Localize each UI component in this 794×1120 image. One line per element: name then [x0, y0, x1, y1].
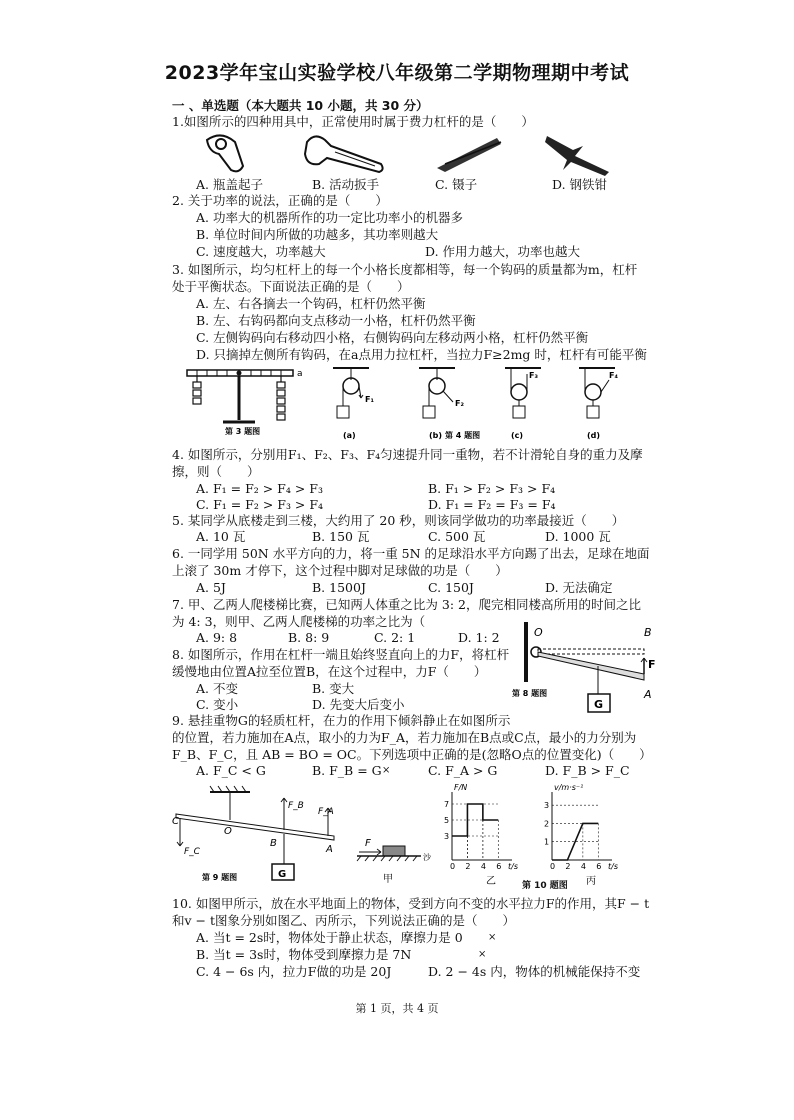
x-tick-label: 2: [465, 862, 471, 871]
fig10-side-note: 沙: [423, 853, 431, 862]
q10-stem-line1: 10. 如图甲所示，放在水平地面上的物体，受到方向不变的水平拉力F的作用，其F − t: [172, 896, 650, 911]
section-heading: 一 、单选题（本大题共 10 小题，共 30 分）: [172, 98, 429, 113]
q3-stem-line2: 处于平衡状态。下面说法正确的是（ ）: [172, 279, 410, 294]
svg-text:O: O: [534, 626, 543, 639]
q9-b-cross-mark: ×: [382, 765, 391, 776]
y-axis-label: v/m·s⁻¹: [554, 783, 584, 792]
pulley-b: [419, 368, 480, 440]
x-axis-label: t/s: [608, 862, 618, 871]
q9-stem-line3: F_B、F_C，且 AB = BO = OC。下列选项中正确的是(忽略O点的位置变化)（ ）: [172, 747, 652, 762]
q1-stem: 1.如图所示的四种用具中，正常使用时属于费力杠杆的是（ ）: [172, 114, 534, 129]
svg-text:B: B: [270, 838, 277, 849]
svg-text:F₂: F₂: [455, 399, 464, 408]
q2-option-d: D. 作用力越大，功率也越大: [425, 244, 581, 259]
series-line: [452, 804, 498, 836]
q6-stem-line2: 上滚了 30m 才停下，这个过程中脚对足球做的功是（ ）: [172, 563, 508, 578]
tweezers-icon: [437, 138, 501, 172]
adjustable-wrench-icon: [305, 136, 383, 172]
y-tick-label: 1: [544, 837, 550, 847]
fig10-chart-bing: [540, 783, 630, 887]
q1-option-a: A. 瓶盖起子: [196, 177, 263, 192]
q6-option-c: C. 150J: [428, 580, 474, 595]
fig3-caption: 第 3 题图: [225, 427, 261, 436]
q10-a-cross-mark: ×: [488, 932, 497, 943]
chart-bottom-label: 乙: [486, 876, 496, 887]
chart-bottom-label: 丙: [586, 876, 596, 887]
pulley-a: [333, 368, 374, 440]
x-tick-label: 4: [580, 862, 586, 871]
pulley-c: [505, 368, 541, 440]
q6-option-d: D. 无法确定: [545, 580, 613, 595]
svg-text:A: A: [644, 688, 652, 701]
fig9-lever-diagram: [172, 784, 342, 884]
y-axis-label: F/N: [454, 783, 468, 792]
q1-option-d: D. 钢铁钳: [552, 177, 608, 192]
y-tick-label: 7: [444, 800, 450, 809]
fig9-caption: 第 9 题图: [202, 873, 238, 882]
left-hook-weights: [193, 376, 201, 404]
fig3-point-a: a: [297, 369, 303, 379]
svg-text:(a): (a): [343, 431, 356, 440]
page-title: 2023学年宝山实验学校八年级第二学期物理期中考试: [164, 62, 630, 84]
y-tick-label: 2: [544, 819, 550, 829]
q9-option-b: B. F_B = G: [312, 763, 382, 778]
svg-text:A: A: [326, 844, 333, 855]
q8-option-b: B. 变大: [312, 681, 355, 696]
svg-text:G: G: [594, 698, 604, 711]
fig10-label-jia: 甲: [383, 874, 393, 885]
y-tick-label: 3: [544, 801, 550, 811]
q10-stem-line2: 和v − t图象分别如图乙、丙所示，下列说法正确的是（ ）: [172, 913, 516, 928]
y-tick-label: 5: [444, 816, 450, 825]
q3-stem-line1: 3. 如图所示，均匀杠杆上的每一个小格长度都相等，每一个钩码的质量都为m，杠杆: [172, 262, 638, 277]
q4-option-c: C. F₁ = F₂ > F₃ > F₄: [196, 497, 324, 512]
x-axis-label: t/s: [508, 862, 518, 871]
svg-text:F_B: F_B: [288, 801, 304, 811]
page-footer: 第 1 页，共 4 页: [355, 1002, 439, 1015]
q6-option-b: B. 1500J: [312, 580, 366, 595]
fig10-block-diagram: [355, 836, 445, 886]
q9-option-d: D. F_B > F_C: [545, 763, 630, 778]
right-hook-weights: [277, 376, 285, 420]
svg-text:(c): (c): [511, 431, 524, 440]
q2-option-a: A. 功率大的机器所作的功一定比功率小的机器多: [196, 210, 463, 225]
q7-stem-line1: 7. 甲、乙两人爬楼梯比赛，已知两人体重之比为 3: 2，爬完相同楼高所用的时间之比: [172, 597, 641, 612]
q2-option-b: B. 单位时间内所做的功越多，其功率则越大: [196, 227, 439, 242]
q5-option-c: C. 500 瓦: [428, 529, 486, 544]
q9-stem-line2: 的位置，若力施加在A点，取小的力为F_A，若力施加在B点或C点，最小的力分别为: [172, 730, 637, 745]
series-line: [552, 823, 598, 860]
q10-option-d: D. 2 − 4s 内，物体的机械能保持不变: [428, 964, 641, 979]
q1-option-c: C. 镊子: [435, 177, 478, 192]
fig4-pulley-diagram: [325, 364, 635, 440]
svg-text:F: F: [648, 658, 656, 671]
x-tick-label: 4: [480, 862, 486, 871]
fig8-caption: 第 8 题图: [512, 689, 548, 698]
svg-text:F_A: F_A: [318, 807, 334, 817]
x-tick-label: 0: [450, 862, 456, 871]
pliers-icon: [545, 136, 609, 176]
fig3-lever-diagram: [185, 366, 315, 434]
q5-option-d: D. 1000 瓦: [545, 529, 611, 544]
q10-b-cross-mark: ×: [478, 949, 487, 960]
svg-text:F₁: F₁: [365, 395, 374, 404]
q4-option-a: A. F₁ = F₂ > F₄ > F₃: [196, 481, 323, 496]
q6-option-a: A. 5J: [196, 580, 226, 595]
q5-option-b: B. 150 瓦: [312, 529, 370, 544]
q4-stem-line1: 4. 如图所示，分别用F₁、F₂、F₃、F₄匀速提升同一重物，若不计滑轮自身的重力及摩: [172, 447, 643, 462]
x-tick-label: 0: [550, 862, 556, 871]
x-tick-label: 6: [596, 862, 602, 871]
bottle-opener-icon: [207, 135, 243, 171]
q2-option-c: C. 速度越大，功率越大: [196, 244, 326, 259]
q9-option-a: A. F_C < G: [196, 763, 266, 778]
q5-option-a: A. 10 瓦: [196, 529, 246, 544]
q4-stem-line2: 擦，则（ ）: [172, 464, 260, 479]
q9-stem-line1: 9. 悬挂重物G的轻质杠杆，在力的作用下倾斜静止在如图所示: [172, 713, 511, 728]
q6-stem-line1: 6. 一同学用 50N 水平方向的力，将一重 5N 的足球沿水平方向踢了出去，足球在地面: [172, 546, 650, 561]
q8-stem-line1: 8. 如图所示，作用在杠杆一端且始终竖直向上的力F，将杠杆: [172, 647, 510, 662]
svg-text:F₃: F₃: [529, 371, 538, 380]
q3-option-b: B. 左、右钩码都向支点移动一小格，杠杆仍然平衡: [196, 313, 476, 328]
fig4-caption: 第 4 题图: [445, 431, 481, 440]
q8-stem-line2: 缓慢地由位置A拉至位置B，在这个过程中，力F（ ）: [172, 664, 487, 679]
q5-stem: 5. 某同学从底楼走到三楼，大约用了 20 秒，则该同学做功的功率最接近（ ）: [172, 513, 625, 528]
fig10-caption: 第 10 题图: [522, 881, 568, 891]
y-tick-label: 3: [444, 832, 450, 841]
q7-option-a: A. 9: 8: [196, 630, 238, 645]
x-tick-label: 2: [565, 862, 571, 871]
q4-option-d: D. F₁ = F₂ = F₃ = F₄: [428, 497, 556, 512]
q3-option-c: C. 左侧钩码向右移动四小格，右侧钩码向左移动两小格，杠杆仍然平衡: [196, 330, 589, 345]
q7-option-b: B. 8: 9: [288, 630, 330, 645]
q3-option-d: D. 只摘掉左侧所有钩码，在a点用力拉杠杆，当拉力F≥2mg 时，杠杆有可能平衡: [196, 347, 647, 362]
svg-text:F₄: F₄: [609, 371, 618, 380]
q10-option-c: C. 4 − 6s 内，拉力F做的功是 20J: [196, 964, 392, 979]
svg-text:F_C: F_C: [184, 847, 200, 857]
svg-text:(d): (d): [587, 431, 601, 440]
q8-option-a: A. 不变: [196, 681, 238, 696]
q7-stem-line2: 为 4: 3，则甲、乙两人爬楼梯的功率之比为（: [172, 614, 426, 629]
fig8-lever-diagram: [508, 622, 668, 722]
q2-stem: 2. 关于功率的说法，正确的是（ ）: [172, 193, 388, 208]
q1-tools-illustration: [195, 132, 615, 174]
q10-option-b: B. 当t = 3s时，物体受到摩擦力是 7N: [196, 947, 412, 962]
q7-option-d: D. 1: 2: [458, 630, 500, 645]
svg-text:(b): (b): [429, 431, 443, 440]
svg-text:F: F: [365, 838, 371, 849]
svg-text:O: O: [224, 826, 232, 837]
q4-option-b: B. F₁ > F₂ > F₃ > F₄: [428, 481, 556, 496]
q1-option-b: B. 活动扳手: [312, 177, 380, 192]
svg-text:B: B: [644, 626, 652, 639]
svg-text:G: G: [278, 869, 287, 880]
pulley-d: [579, 368, 618, 440]
q9-option-c: C. F_A > G: [428, 763, 498, 778]
svg-text:C: C: [172, 816, 179, 827]
q10-option-a: A. 当t = 2s时，物体处于静止状态，摩擦力是 0: [196, 930, 463, 945]
q7-option-c: C. 2: 1: [374, 630, 416, 645]
q3-option-a: A. 左、右各摘去一个钩码，杠杆仍然平衡: [196, 296, 426, 311]
q8-option-c: C. 变小: [196, 697, 239, 712]
x-tick-label: 6: [496, 862, 502, 871]
fig10-chart-yi: [440, 783, 520, 887]
q8-option-d: D. 先变大后变小: [312, 697, 405, 712]
